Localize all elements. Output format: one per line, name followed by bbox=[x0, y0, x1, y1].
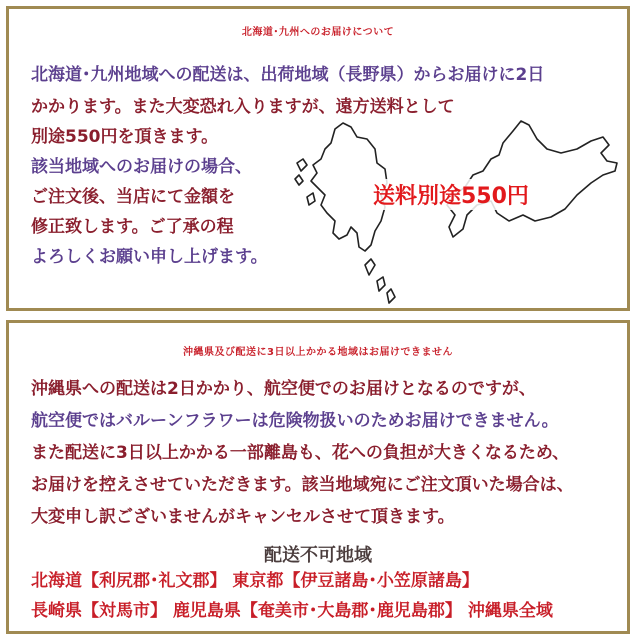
excluded-line-1: 北海道【利尻郡･礼文郡】 東京都【伊豆諸島･小笠原諸島】 bbox=[31, 571, 479, 591]
ok-line-5: 大変申し訳ございませんがキャンセルさせて頂きます。 bbox=[31, 507, 455, 527]
ok-line-1: 沖縄県への配送は2日かかり、航空便でのお届けとなるのですが、 bbox=[31, 379, 536, 399]
hk-line-2: かかります。また大変恐れ入りますが、遠方送料として bbox=[31, 97, 455, 117]
island-2 bbox=[295, 175, 303, 185]
island-4 bbox=[365, 259, 375, 275]
hk-line-5: ご注文後、当店にて金額を bbox=[31, 187, 235, 207]
hk-line-4: 該当地域へのお届けの場合、 bbox=[31, 157, 252, 177]
ok-line-4: お届けを控えさせていただきます。該当地域宛にご注文頂いた場合は、 bbox=[31, 475, 574, 495]
hk-line-7: よろしくお願い申し上げます。 bbox=[31, 247, 268, 267]
island-5 bbox=[377, 277, 385, 291]
okinawa-heading: 沖縄県及び配送に3日以上かかる地域はお届けできません bbox=[183, 347, 453, 358]
ok-line-3: また配送に3日以上かかる一部離島も、花への負担が大きくなるため、 bbox=[31, 443, 570, 463]
hokkaido-kyushu-panel bbox=[6, 6, 630, 311]
hk-line-3: 別途550円を頂きます。 bbox=[31, 127, 219, 147]
island-3 bbox=[307, 193, 315, 205]
okinawa-panel bbox=[6, 320, 630, 634]
ok-line-2: 航空便ではバルーンフラワーは危険物扱いのためお届けできません。 bbox=[31, 411, 559, 431]
hokkaido-kyushu-heading: 北海道･九州へのお届けについて bbox=[241, 27, 395, 38]
excluded-line-2: 長崎県【対馬市】 鹿児島県【奄美市･大島郡･鹿児島郡】 沖縄県全域 bbox=[31, 601, 553, 621]
shipping-fee-label: 送料別途550円 bbox=[371, 179, 531, 210]
hk-line-1: 北海道･九州地域への配送は、出荷地域（長野県）からお届けに2日 bbox=[31, 65, 545, 85]
island-6 bbox=[387, 289, 395, 303]
island-1 bbox=[297, 159, 307, 171]
hk-line-6: 修正致します。ご了承の程 bbox=[31, 217, 234, 237]
excluded-areas-title: 配送不可地域 bbox=[264, 545, 372, 566]
